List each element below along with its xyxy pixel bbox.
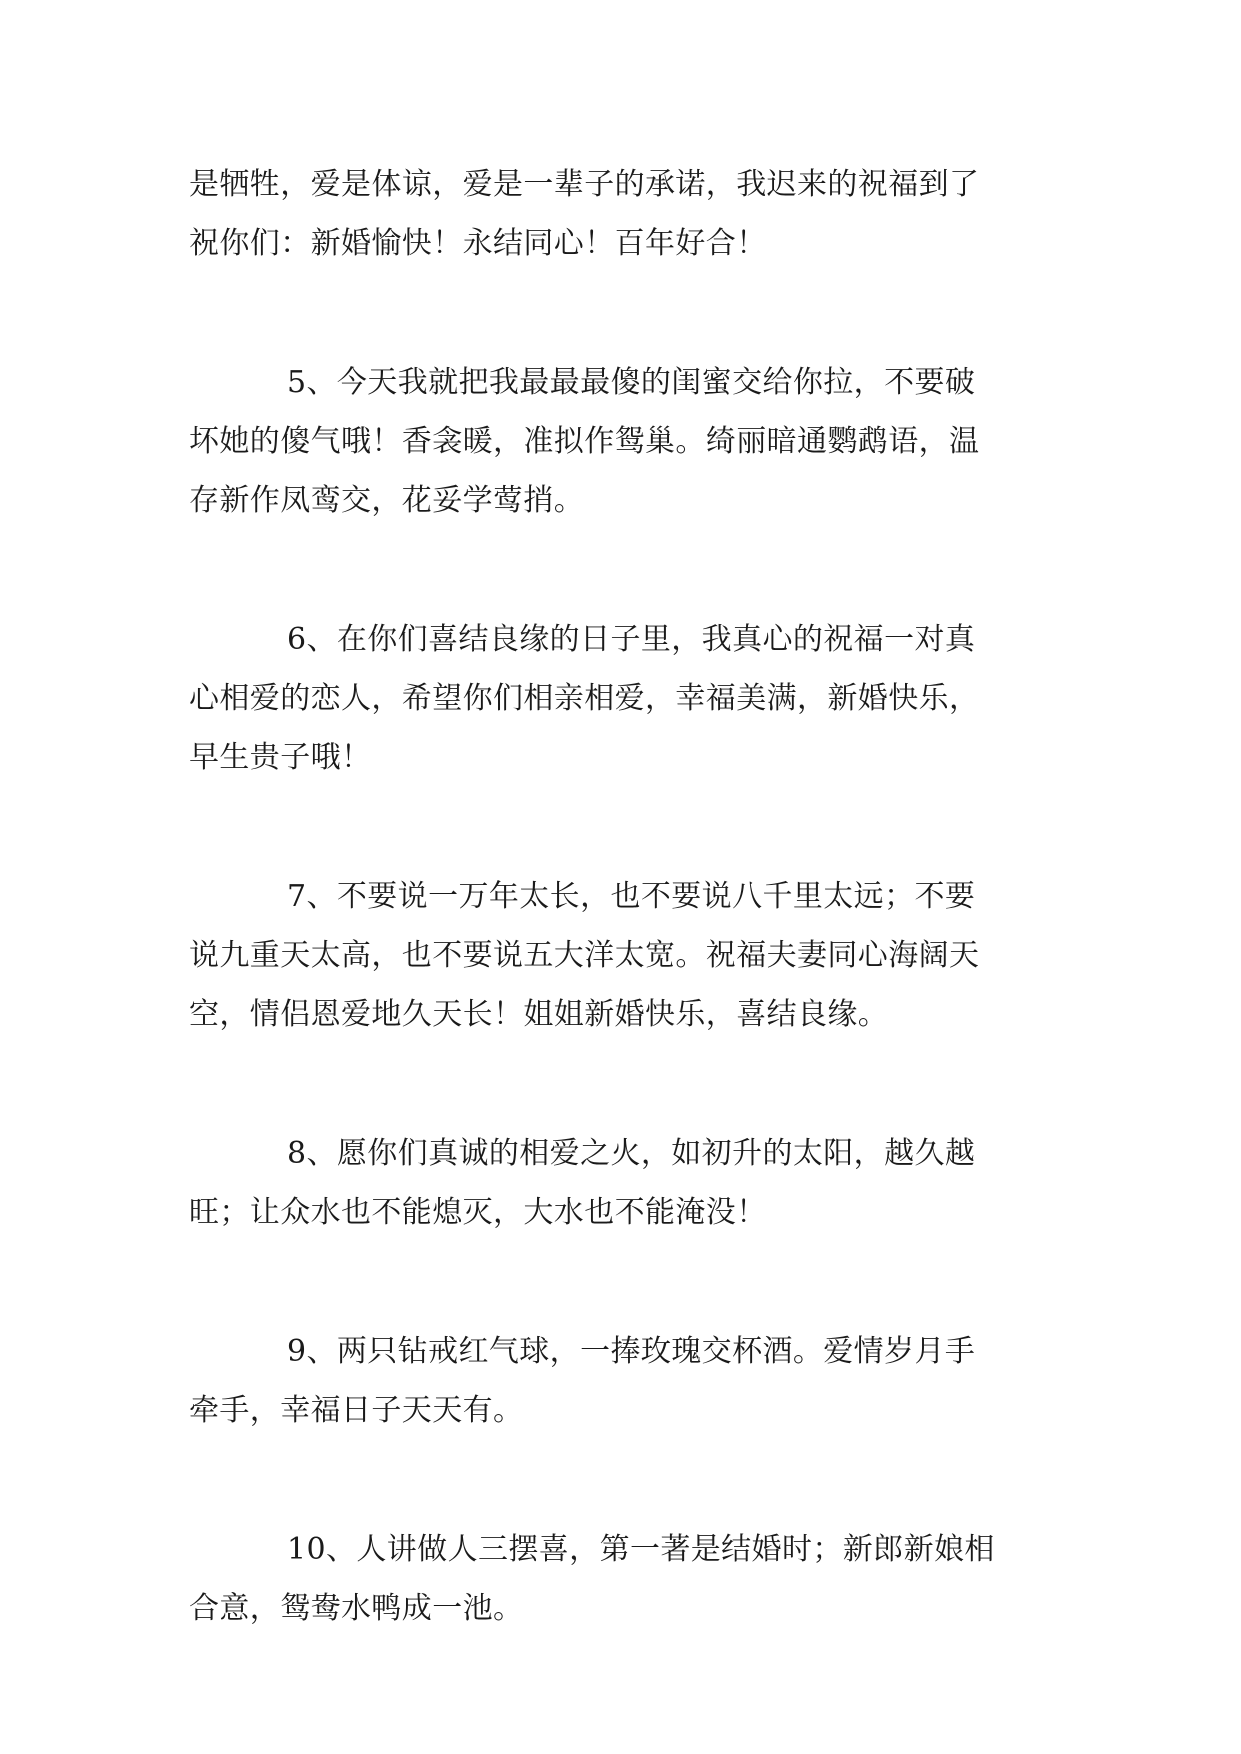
paragraph-item-5 bbox=[189, 353, 1057, 530]
text-line: 祝你们：新婚愉快！永结同心！百年好合！ bbox=[189, 226, 767, 261]
text-line: 6、在你们喜结良缘的日子里，我真心的祝福一对真 bbox=[287, 622, 976, 657]
paragraph-item-8 bbox=[189, 1124, 1057, 1242]
text-line: 早生贵子哦！ bbox=[189, 740, 372, 775]
text-line: 坏她的傻气哦！香衾暖，准拟作鸳巢。绮丽暗通鹦鹉语，温 bbox=[189, 424, 980, 459]
text-line: 旺；让众水也不能熄灭，大水也不能淹没！ bbox=[189, 1195, 767, 1230]
text-line: 10、人讲做人三摆喜，第一著是结婚时；新郎新娘相 bbox=[287, 1532, 995, 1567]
text-line: 空，情侣恩爱地久天长！姐姐新婚快乐，喜结良缘。 bbox=[189, 997, 889, 1032]
text-line: 说九重天太高，也不要说五大洋太宽。祝福夫妻同心海阔天 bbox=[189, 938, 980, 973]
text-line: 合意，鸳鸯水鸭成一池。 bbox=[189, 1591, 524, 1626]
document-body bbox=[189, 155, 1057, 1718]
paragraph-item-10 bbox=[189, 1520, 1057, 1638]
text-line: 是牺牲，爱是体谅，爱是一辈子的承诺，我迟来的祝福到了 bbox=[189, 167, 980, 202]
text-line: 牵手，幸福日子天天有。 bbox=[189, 1393, 524, 1428]
paragraph-item-9 bbox=[189, 1322, 1057, 1440]
text-line: 5、今天我就把我最最最傻的闺蜜交给你拉，不要破 bbox=[287, 365, 976, 400]
text-line: 8、愿你们真诚的相爱之火，如初升的太阳，越久越 bbox=[287, 1136, 976, 1171]
text-line: 心相爱的恋人，希望你们相亲相爱，幸福美满，新婚快乐， bbox=[189, 681, 980, 716]
text-line: 7、不要说一万年太长，也不要说八千里太远；不要 bbox=[287, 879, 976, 914]
paragraph-continuation bbox=[189, 155, 1057, 273]
text-line: 9、两只钻戒红气球，一捧玫瑰交杯酒。爱情岁月手 bbox=[287, 1334, 976, 1369]
text-line: 存新作凤鸾交，花妥学莺捎。 bbox=[189, 483, 585, 518]
paragraph-item-6 bbox=[189, 610, 1057, 787]
paragraph-item-7 bbox=[189, 867, 1057, 1044]
